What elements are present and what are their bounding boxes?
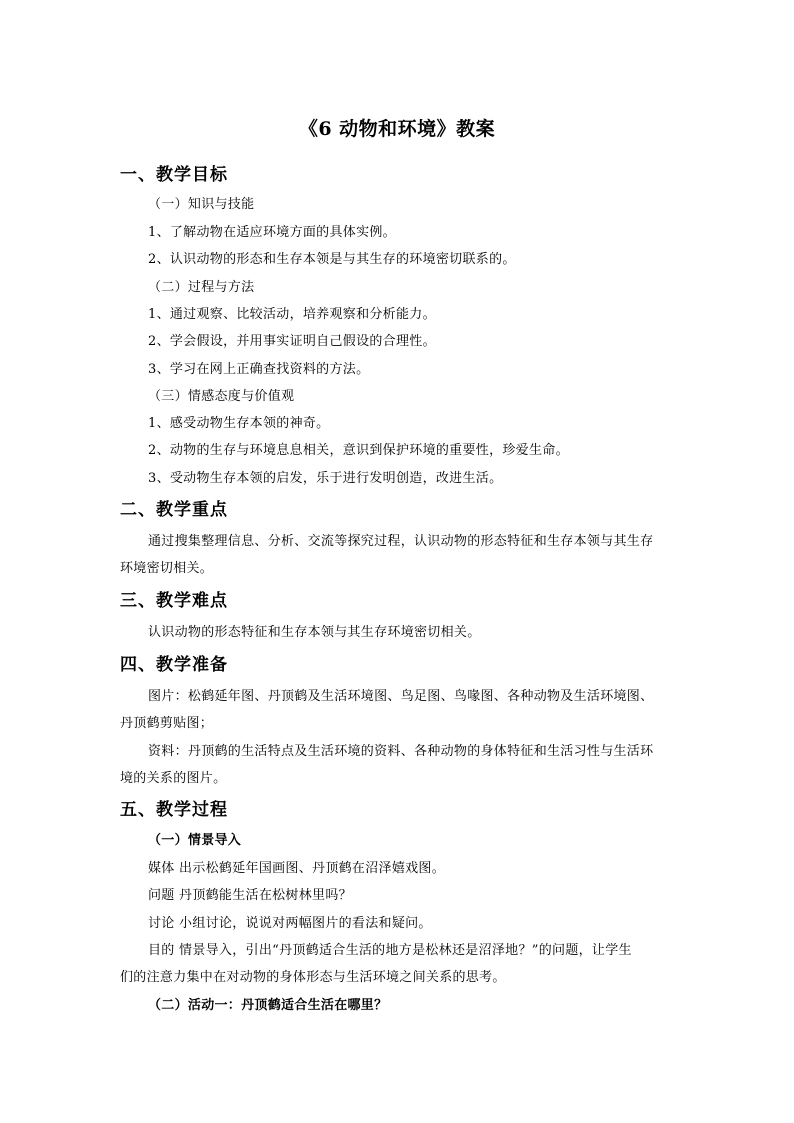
paragraph-line: 通过搜集整理信息、分析、交流等探究过程，认识动物的形态特征和生存本领与其生存 bbox=[148, 534, 654, 549]
paragraph-line: 境的关系的图片。 bbox=[120, 771, 227, 786]
paragraph-line: 丹顶鹤剪贴图； bbox=[120, 716, 214, 731]
document-title: 《6 动物和环境》教案 bbox=[298, 118, 496, 140]
paragraph-line: 环境密切相关。 bbox=[120, 561, 214, 576]
paragraph-line: 问题 丹顶鹤能生活在松树林里吗？ bbox=[148, 888, 352, 903]
subheading-introduction: （一）情景导入 bbox=[148, 833, 242, 848]
list-item: 1、感受动物生存本领的神奇。 bbox=[148, 416, 330, 431]
list-item: 1、通过观察、比较活动，培养观察和分析能力。 bbox=[148, 307, 436, 322]
subheading-attitude: （三）情感态度与价值观 bbox=[148, 389, 295, 404]
paragraph-line: 目的 情景导入，引出“丹顶鹤适合生活的地方是松林还是沼泽地？”的问题，让学生 bbox=[148, 943, 632, 958]
list-item: 1、了解动物在适应环境方面的具体实例。 bbox=[148, 225, 396, 240]
section-heading-key-points: 二、教学重点 bbox=[120, 500, 228, 520]
list-item: 2、学会假设，并用事实证明自己假设的合理性。 bbox=[148, 334, 436, 349]
paragraph-line: 们的注意力集中在对动物的身体形态与生活环境之间关系的思考。 bbox=[120, 970, 506, 985]
subheading-knowledge: （一）知识与技能 bbox=[148, 197, 255, 212]
list-item: 3、学习在网上正确查找资料的方法。 bbox=[148, 362, 370, 377]
subheading-process: （二）过程与方法 bbox=[148, 280, 255, 295]
section-heading-preparation: 四、教学准备 bbox=[120, 655, 228, 675]
list-item: 2、认识动物的形态和生存本领是与其生存的环境密切联系的。 bbox=[148, 252, 516, 267]
list-item: 3、受动物生存本领的启发，乐于进行发明创造，改进生活。 bbox=[148, 471, 503, 486]
paragraph-line: 认识动物的形态特征和生存本领与其生存环境密切相关。 bbox=[148, 625, 481, 640]
paragraph-line: 图片：松鹤延年图、丹顶鹤及生活环境图、鸟足图、鸟喙图、各种动物及生活环境图、 bbox=[148, 689, 654, 704]
section-heading-process: 五、教学过程 bbox=[120, 800, 228, 820]
list-item: 2、动物的生存与环境息息相关，意识到保护环境的重要性，珍爱生命。 bbox=[148, 443, 569, 458]
subheading-activity-one: （二）活动一：丹顶鹤适合生活在哪里？ bbox=[148, 998, 388, 1013]
section-heading-difficulties: 三、教学难点 bbox=[120, 591, 228, 611]
paragraph-line: 媒体 出示松鹤延年国画图、丹顶鹤在沼泽嬉戏图。 bbox=[148, 861, 446, 876]
section-heading-objectives: 一、教学目标 bbox=[120, 165, 228, 185]
paragraph-line: 资料：丹顶鹤的生活特点及生活环境的资料、各种动物的身体特征和生活习性与生活环 bbox=[148, 744, 654, 759]
paragraph-line: 讨论 小组讨论，说说对两幅图片的看法和疑问。 bbox=[148, 916, 432, 931]
